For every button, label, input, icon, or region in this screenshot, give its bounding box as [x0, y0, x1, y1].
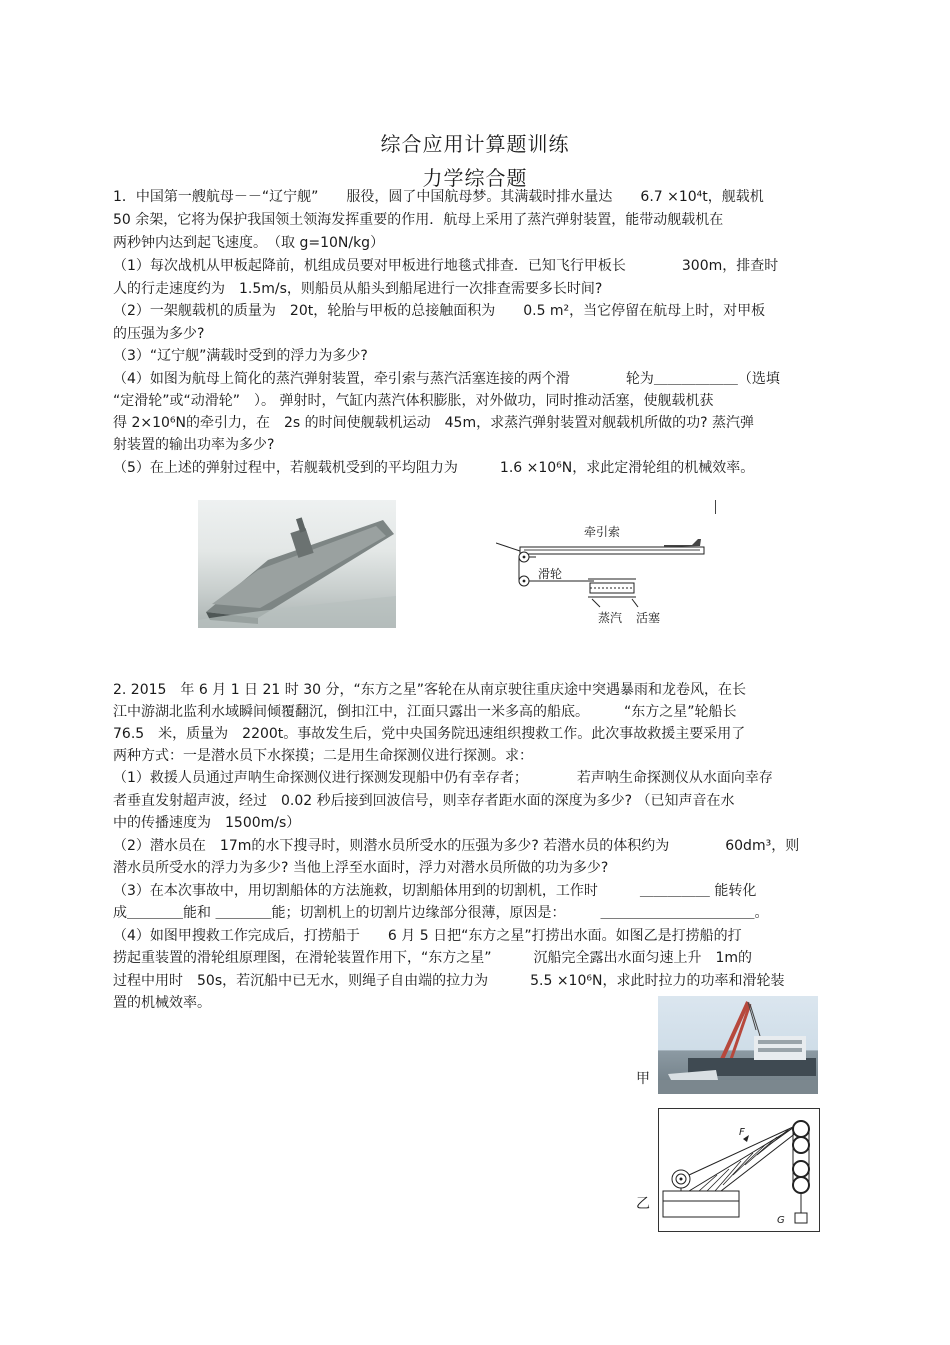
steam-catapult-diagram [496, 515, 708, 627]
q1-line: 得 2×10⁶N的牵引力，在 2s 的时间使舰载机运动 45m，求蒸汽弹射装置对舰载机所做的功? 蒸汽弹 [113, 415, 754, 431]
steam-label: 蒸汽 [598, 611, 623, 625]
q2-line: 成＿＿＿＿能和 ＿＿＿＿能；切割机上的切割片边缘部分很薄，原因是： ＿＿＿＿＿＿＿＿＿＿＿。 [113, 905, 769, 921]
salvage-crane-photo [658, 996, 818, 1094]
q1-line: （3）“辽宁舰”满载时受到的浮力为多少? [113, 348, 368, 364]
q2-line: 置的机械效率。 [113, 995, 211, 1011]
q2-line: 2. 2015 年 6 月 1 日 21 时 30 分，“东方之星”客轮在从南京驶往重庆途中突遇暴雨和龙卷风，在长 [113, 682, 746, 698]
q1-line: （1）每次战机从甲板起降前，机组成员要对甲板进行地毯式排查．已知飞行甲板长 300m，排查时 [113, 258, 779, 274]
q2-line: 江中游湖北监利水域瞬间倾覆翻沉，倒扣江中，江面只露出一米多高的船底。 “东方之星”轮船长 [113, 704, 737, 720]
q2-line: （3）在本次事故中，用切割船体的方法施救，切割船体用到的切割机，工作时 ＿＿＿＿＿ 能转化 [113, 883, 757, 899]
piston-label: 活塞 [636, 611, 661, 625]
q1-line: 两秒钟内达到起飞速度。 （取 g=10N/kg） [113, 235, 385, 251]
q2-line: （1）救援人员通过声呐生命探测仪进行探测发现船中仍有幸存者； 若声呐生命探测仪从水面向幸存 [113, 770, 773, 786]
weight-label: G [777, 1215, 785, 1226]
figure-label-yi: 乙 [636, 1196, 650, 1212]
pulley-label: 滑轮 [538, 567, 563, 581]
q1-line: 50 余架，它将为保护我国领土领海发挥重要的作用．航母上采用了蒸汽弹射装置，能带动舰载机在 [113, 212, 724, 228]
rope-label: 牵引索 [584, 525, 621, 539]
page-title: 综合应用计算题训练 [380, 132, 570, 156]
figure-label-jia: 甲 [636, 1071, 650, 1087]
q2-line: 潜水员所受水的浮力为多少? 当他上浮至水面时，浮力对潜水员所做的功为多少? [113, 860, 609, 876]
q1-line: 1．中国第一艘航母－－“辽宁舰” 服役，圆了中国航母梦。其满载时排水量达 6.7 ×10⁴t，舰载机 [113, 189, 764, 205]
crane-pulley-schematic [658, 1108, 820, 1232]
q1-line: （5）在上述的弹射过程中，若舰载机受到的平均阻力为 1.6 ×10⁶N，求此定滑轮组的机械效率。 [113, 460, 755, 476]
force-label: F [739, 1127, 745, 1138]
q2-line: （2）潜水员在 17m的水下搜寻时，则潜水员所受水的压强为多少? 若潜水员的体积约为 60dm³，则 [113, 838, 800, 854]
q1-line: 的压强为多少? [113, 326, 205, 342]
q2-line: （4）如图甲搜救工作完成后，打捞船于 6 月 5 日把“东方之星”打捞出水面。如图乙是打捞船的打 [113, 928, 742, 944]
divider-mark [715, 500, 716, 514]
q2-line: 者垂直发射超声波，经过 0.02 秒后接到回波信号，则幸存者距水面的深度为多少? （已知声音在水 [113, 793, 735, 809]
aircraft-carrier-photo [198, 500, 396, 628]
q1-line: （2）一架舰载机的质量为 20t，轮胎与甲板的总接触面积为 0.5 m²，当它停留在航母上时，对甲板 [113, 303, 766, 319]
q1-line: 人的行走速度约为 1.5m/s，则船员从船头到船尾进行一次排查需要多长时间? [113, 281, 603, 297]
q1-line: （4）如图为航母上简化的蒸汽弹射装置，牵引索与蒸汽活塞连接的两个滑 轮为＿＿＿＿＿＿（选填 [113, 371, 780, 387]
q1-line: 射装置的输出功率为多少? [113, 437, 275, 453]
page-subtitle: 力学综合题 [422, 166, 528, 190]
q2-line: 过程中用时 50s，若沉船中已无水，则绳子自由端的拉力为 5.5 ×10⁶N，求此时拉力的功率和滑轮装 [113, 973, 785, 989]
q1-line: “定滑轮”或“动滑轮” ）。 弹射时，气缸内蒸汽体积膨胀，对外做功，同时推动活塞，使舰载机获 [113, 393, 714, 409]
q2-line: 76.5 米，质量为 2200t。事故发生后，党中央国务院迅速组织搜救工作。此次事故救援主要采用了 [113, 726, 746, 742]
q2-line: 两种方式：一是潜水员下水探摸；二是用生命探测仪进行探测。求： [113, 748, 533, 764]
q2-line: 中的传播速度为 1500m/s） [113, 815, 301, 831]
q2-line: 捞起重装置的滑轮组原理图，在滑轮装置作用下，“东方之星” 沉船完全露出水面匀速上升 1m的 [113, 950, 753, 966]
